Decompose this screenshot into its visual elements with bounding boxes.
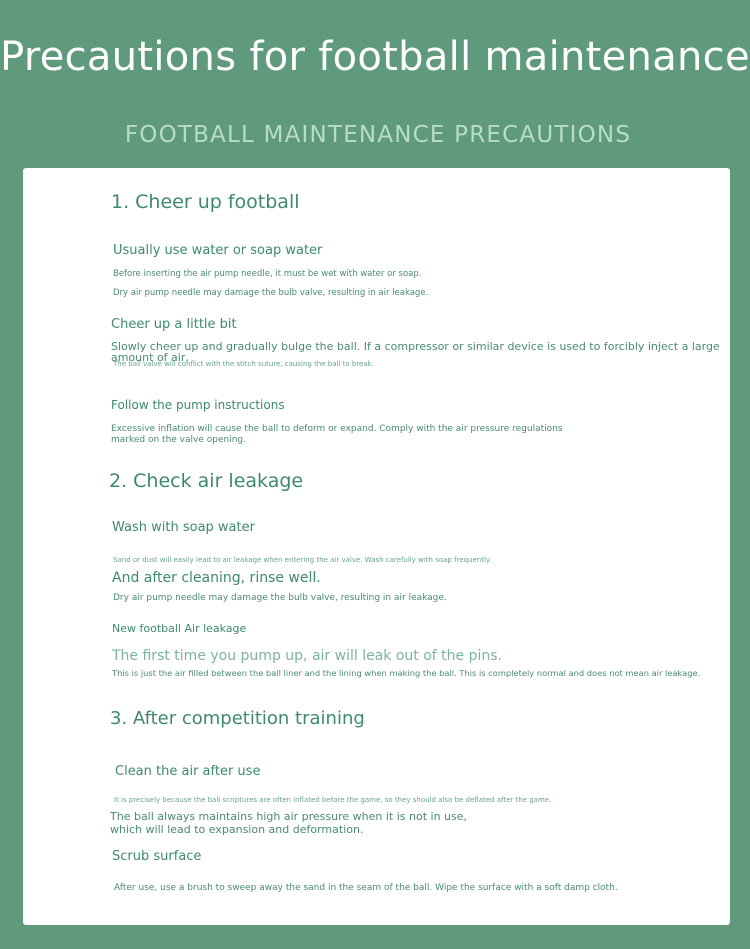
item-text: This is just the air filled between the ball liner and the lining when making the ball. This is completely normal and does not mean air leakage.: [112, 668, 701, 678]
item-text: It is precisely because the ball scriptures are often inflated before the game, so they should also be deflated after the game.: [114, 796, 552, 804]
item-text: After use, use a brush to sweep away the sand in the seam of the ball. Wipe the surface with a soft damp cloth.: [114, 883, 618, 893]
item-heading-pump-instructions: Follow the pump instructions: [111, 398, 285, 412]
section-title-after-training: 3. After competition training: [110, 708, 365, 729]
item-text: Dry air pump needle may damage the bulb valve, resulting in air leakage.: [113, 288, 429, 298]
item-heading-rinse: And after cleaning, rinse well.: [112, 570, 321, 586]
item-heading-wash-soap: Wash with soap water: [112, 520, 255, 535]
page-subtitle: FOOTBALL MAINTENANCE PRECAUTIONS: [124, 122, 632, 148]
item-heading-first-pump: The first time you pump up, air will leak out of the pins.: [112, 648, 502, 664]
content-card: [23, 168, 730, 925]
item-text: The ball valve will conflict with the stitch suture, causing the ball to break.: [113, 360, 374, 368]
item-text: Excessive inflation will cause the ball to deform or expand. Comply with the air pressure regulations marked on the valve opening.: [111, 424, 563, 445]
item-heading-scrub-surface: Scrub surface: [112, 849, 202, 864]
item-text: Dry air pump needle may damage the bulb valve, resulting in air leakage.: [113, 593, 447, 603]
item-text: Sand or dust will easily lead to air leakage when entering the air valve. Wash carefully with soap frequently.: [113, 556, 492, 564]
page-title: Precautions for football maintenance: [0, 34, 750, 80]
item-heading-clean-air: Clean the air after use: [115, 764, 261, 779]
item-text: Slowly cheer up and gradually bulge the ball. If a compressor or similar device is used to forcibly inject a large amount of air,: [111, 340, 720, 364]
section-title-cheer-up: 1. Cheer up football: [111, 191, 300, 213]
section-title-air-leakage: 2. Check air leakage: [109, 470, 304, 492]
item-heading-little-bit: Cheer up a little bit: [111, 317, 237, 332]
item-heading-soap-water: Usually use water or soap water: [113, 243, 323, 258]
item-heading-new-football: New football Air leakage: [112, 622, 247, 635]
item-text: The ball always maintains high air pressure when it is not in use, which will lead to expansion and deformation.: [110, 810, 468, 836]
item-text: Before inserting the air pump needle, it must be wet with water or soap.: [113, 269, 422, 279]
